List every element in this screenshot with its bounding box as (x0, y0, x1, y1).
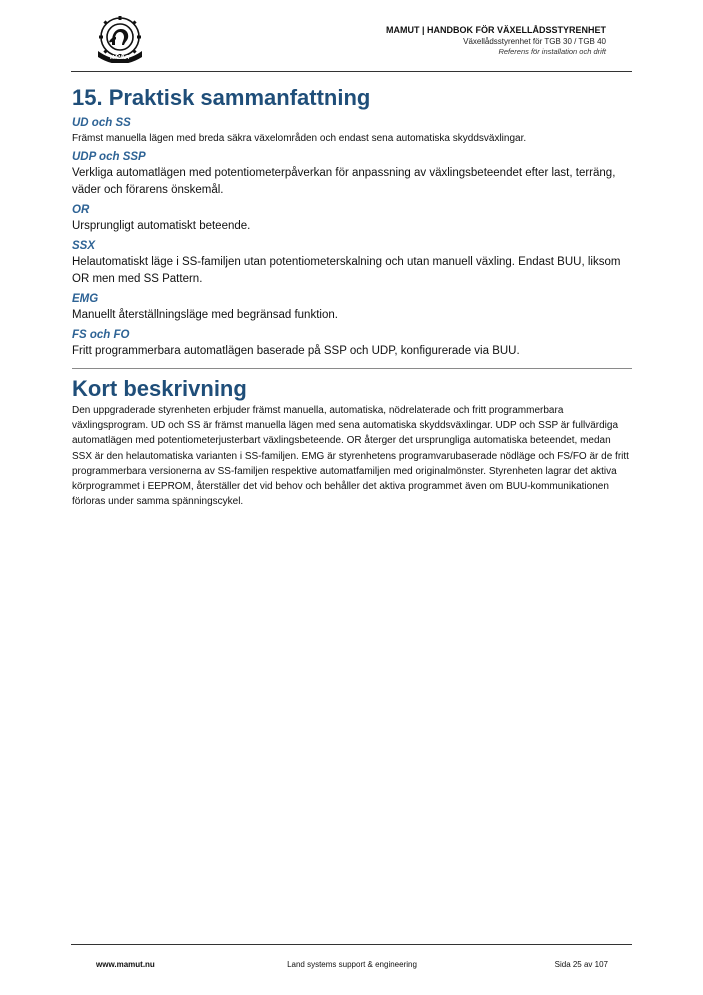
header-text (386, 25, 606, 57)
page-number: Sida 25 av 107 (554, 960, 608, 969)
document-subtitle: Växellådsstyrenhet för TGB 30 / TGB 40 (463, 37, 606, 46)
desc-fs-fo: Fritt programmerbara automatlägen baserade på SSP och UDP, konfigurerade via BUU. (72, 345, 520, 357)
header-divider (71, 71, 632, 72)
desc-udp-ssp: Verkliga automatlägen med potentiometerpåverkan för anpassning av växlingsbeteendet efter last, terräng, väder och förarens önskemål. (72, 167, 616, 196)
term-emg: EMG (72, 293, 99, 305)
page-content (72, 84, 632, 509)
footer-tagline: Land systems support & engineering (287, 960, 417, 969)
desc-emg: Manuellt återställningsläge med begränsad funktion. (72, 309, 338, 321)
term-udp-ssp: UDP och SSP (72, 151, 146, 163)
document-title: MAMUT | HANDBOK FÖR VÄXELLÅDSSTYRENHET (385, 25, 606, 35)
svg-text:MAMUT: MAMUT (109, 55, 131, 61)
page-header (0, 0, 703, 74)
desc-ssx: Helautomatiskt läge i SS-familjen utan potentiometerskalning och utan manuell växling. Endast BUU, liksom OR men med SS Pattern. (72, 256, 621, 285)
section-divider (72, 368, 632, 369)
document-reference: Referens för installation och drift (498, 47, 606, 56)
footer-website-link[interactable]: www.mamut.nu (96, 960, 155, 969)
mamut-logo (94, 15, 146, 63)
term-fs-fo: FS och FO (72, 329, 130, 341)
term-ud-ss: UD och SS (72, 117, 131, 129)
short-description-text: Den uppgraderade styrenheten erbjuder främst manuella, automatiska, nödrelaterade och fritt programmerbara växlingsprogram. UD och SS är främst manuella lägen med sena automatiska skyddsväxlingar. UDP och SSP är fullvärdiga automatlägen med potentiometerjusterbart växlingsbeteende. OR återger det ursprungliga automatiska beteendet, medan SSX är den helautomatiska varianten i SS-familjen. EMG är styrenhetens programvarubaserade nödläge och FS/FO är de fritt programmerbara versionerna av SS-familjen respektive automatfamiljen med originalmönster. Styrenheten lagrar det aktiva körprogrammet i EEPROM, återställer det vid behov och behåller det aktiva programmet även om BUU-kommunikationen förloras under samma spänningscykel. (72, 405, 629, 508)
term-or: OR (72, 204, 90, 216)
short-description-heading: Kort beskrivning (72, 376, 247, 401)
section-heading: 15. Praktisk sammanfattning (72, 85, 371, 110)
desc-or: Ursprungligt automatiskt beteende. (72, 220, 251, 232)
footer-divider (71, 944, 632, 945)
desc-ud-ss: Främst manuella lägen med breda säkra växelområden och endast sena automatiska skyddsväxlingar. (72, 133, 527, 144)
term-ssx: SSX (72, 240, 96, 252)
